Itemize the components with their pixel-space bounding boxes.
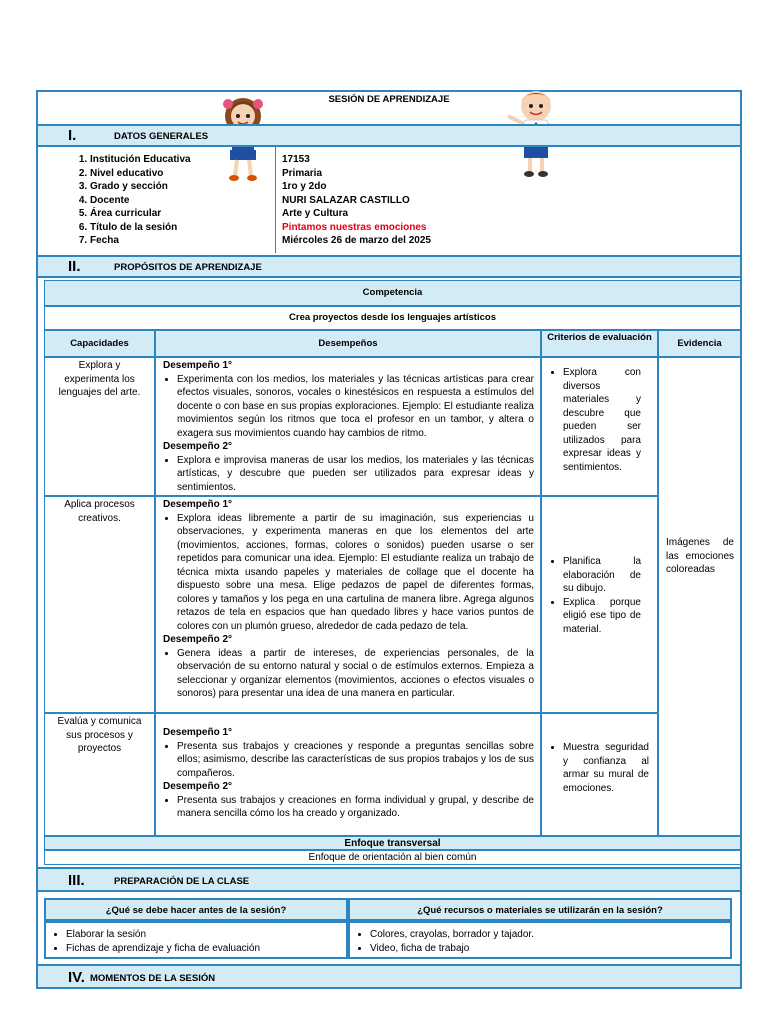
desempeno-text: • Genera ideas a partir de intereses, de experiencias personales, de la observación de su entorno natural y social o de estímulos externos. Empieza a seleccionar y organizar elementos (movimientos, acciones o efectos visuales o sonoros) para presentar una idea de una manera en particular.: [177, 647, 534, 701]
prep-item: • Elaborar la sesión: [66, 928, 342, 942]
desempeno-list: [163, 647, 534, 701]
section-label: PROPÓSITOS DE APRENDIZAJE: [114, 262, 262, 273]
capacidad-cell: Explora y experimenta los lenguajes del arte.: [44, 357, 155, 496]
datos-value-docente: NURI SALAZAR CASTILLO: [282, 194, 410, 206]
section-number: II.: [68, 258, 81, 275]
competencia-text: Crea proyectos desde los lenguajes artísticos: [44, 306, 741, 330]
enfoque-text: Enfoque de orientación al bien común: [44, 850, 741, 865]
desempeno-list: [163, 373, 534, 441]
datos-label: 5. Área curricular: [90, 207, 275, 221]
capacidad-cell: Aplica procesos creativos.: [44, 496, 155, 713]
prep-list: [52, 928, 342, 955]
section-label: MOMENTOS DE LA SESIÓN: [90, 973, 216, 984]
desempeno-title: Desempeño 1°: [163, 727, 233, 738]
criterio-item: • Explora con diversos materiales y descubre que pueden ser utilizados para expresar ideas y sentimientos.: [563, 366, 641, 474]
prep-item: • Video, ficha de trabajo: [370, 942, 726, 956]
criterio-item: • Explica porque eligió ese tipo de material.: [563, 596, 641, 637]
desempeno-title: Desempeño 2°: [163, 441, 233, 452]
datos-values: [282, 153, 431, 248]
prep-answer-before: [44, 921, 348, 959]
desempeno-title: Desempeño 2°: [163, 781, 233, 792]
datos-label: 3. Grado y sección: [90, 180, 275, 194]
datos-label: 7. Fecha: [90, 234, 275, 248]
section-band-propositos: [36, 255, 742, 278]
capacidad-cell: Evalúa y comunica sus procesos y proyectos: [44, 713, 155, 836]
desempeno-list: [163, 740, 534, 781]
datos-value-institucion: 17153: [282, 154, 310, 165]
prep-question-materials: ¿Qué recursos o materiales se utilizarán en la sesión?: [348, 898, 732, 921]
prep-list: [356, 928, 726, 955]
criterios-cell: [541, 496, 658, 713]
prep-item: • Fichas de aprendizaje y ficha de evaluación: [66, 942, 342, 956]
section-band-momentos: [36, 964, 742, 989]
datos-label: 1. Institución Educativa: [90, 153, 275, 167]
section-number: I.: [68, 127, 77, 144]
prep-answer-materials: [348, 921, 732, 959]
competencia-header: Competencia: [44, 280, 741, 306]
header-evidencia: Evidencia: [658, 330, 741, 357]
section-number: III.: [68, 872, 85, 889]
desempeno-text: • Presenta sus trabajos y creaciones en forma individual y grupal, y describe de manera sencilla cómo los ha creado y organizado.: [177, 794, 534, 821]
prep-item: • Colores, crayolas, borrador y tajador.: [370, 928, 726, 942]
header-criterios: Criterios de evaluación: [541, 330, 658, 357]
datos-labels-cell: [38, 147, 276, 253]
datos-value-nivel: Primaria: [282, 167, 323, 179]
criterio-item: • Muestra seguridad y confianza al armar su mural de emociones.: [563, 741, 649, 795]
desempeno-title: Desempeño 2°: [163, 634, 233, 645]
datos-value-fecha: Miércoles 26 de marzo del 2025: [282, 235, 431, 246]
criterios-cell: [541, 357, 658, 496]
datos-labels-list: [38, 153, 275, 248]
datos-value-grado: 1ro y 2do: [282, 181, 327, 192]
prep-question-before: ¿Qué se debe hacer antes de la sesión?: [44, 898, 348, 921]
desempenos-cell: [155, 357, 541, 496]
desempenos-cell: [155, 713, 541, 836]
section-band-datos-generales: [36, 124, 742, 147]
header-desempenos: Desempeños: [155, 330, 541, 357]
criterios-list: [549, 366, 641, 474]
datos-label: 4. Docente: [90, 194, 275, 208]
datos-label: 2. Nivel educativo: [90, 167, 275, 181]
criterios-list: [549, 741, 649, 795]
desempeno-text: • Explora ideas libremente a partir de su imaginación, sus experiencias u observaciones, y experimenta maneras en que los elementos del arte (movimientos, acciones, formas, colores o sonidos) pueden usarse o ser repetidos para comunicar una idea. Ejemplo: El estudiante realiza un trabajo de técnica mixta usando papeles y materiales de collage que el docente ha dispuesto sobre una mesa. Elige pedazos de papel de diferentes formas, colores y tamaños y los pega en una cartulina de manera libre. Agrega algunos retazos de tela en espacios que han quedado libres y hace varios puntos de colores con un plumón grueso, alrededor de cada pedazo de tela.: [177, 512, 534, 634]
desempeno-title: Desempeño 1°: [163, 360, 233, 371]
enfoque-header: Enfoque transversal: [44, 836, 741, 850]
page-title: SESIÓN DE APRENDIZAJE: [328, 94, 450, 105]
section-number: IV.: [68, 969, 85, 986]
desempeno-title: Desempeño 1°: [163, 499, 233, 510]
section-band-preparacion: [36, 867, 742, 892]
desempeno-text: • Explora e improvisa maneras de usar los medios, los materiales y las técnicas artísticas, y descubre que pueden ser utilizados para expresar ideas y sentimientos.: [177, 454, 534, 495]
desempeno-list: [163, 512, 534, 634]
datos-label: 6. Título de la sesión: [90, 221, 275, 235]
datos-value-area: Arte y Cultura: [282, 208, 349, 219]
desempeno-list: [163, 454, 534, 495]
desempeno-text: • Experimenta con los medios, los materiales y las técnicas artísticas para crear efectos visuales, sonoros, vocales o kinestésicos en respuesta a estímulos del docente o con base en sus propias exploraciones. Ejemplo: El estudiante realiza movimientos según los ritmos que toca el profesor en un tambor, y altera o exagera sus movimientos cuando hay cambios de ritmo.: [177, 373, 534, 441]
section-label: DATOS GENERALES: [114, 131, 209, 142]
datos-value-titulo: Pintamos nuestras emociones: [282, 221, 427, 233]
header-capacidades: Capacidades: [44, 330, 155, 357]
desempeno-text: • Presenta sus trabajos y creaciones y responde a preguntas sencillas sobre ellos; asimismo, describe las características de sus propios trabajos y los de sus compañeros.: [177, 740, 534, 781]
desempenos-cell: [155, 496, 541, 713]
evidencia-text: Imágenes de las emociones coloreadas: [666, 537, 734, 575]
desempeno-list: [163, 794, 534, 821]
criterio-item: • Planifica la elaboración de su dibujo.: [563, 555, 641, 596]
section-label: PREPARACIÓN DE LA CLASE: [114, 876, 250, 887]
criterios-list: [549, 555, 641, 636]
criterios-cell: [541, 713, 658, 836]
evidencia-cell: [658, 357, 741, 836]
